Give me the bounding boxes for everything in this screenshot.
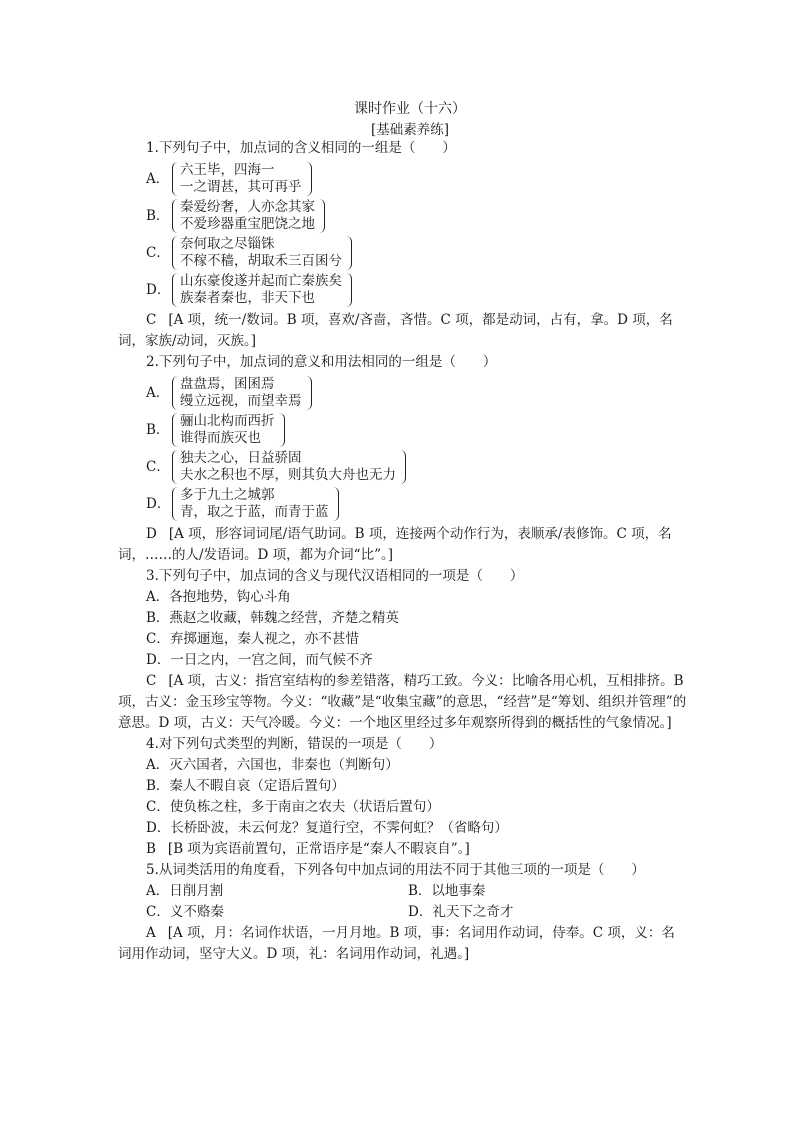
question-3-stem: 3.下列句子中，加点词的含义与现代汉语相同的一项是（ ）	[146, 568, 524, 584]
answer-letter: D	[146, 526, 157, 542]
question-3-option-d: D．一日之内，一宫之间，而气候不齐	[146, 652, 373, 668]
option-label: D．	[146, 281, 171, 298]
question-5-options-row-2	[118, 902, 688, 923]
option-brace	[172, 376, 314, 410]
question-4-option-b: B．秦人不暇自哀（定语后置句）	[146, 778, 345, 794]
option-line-1: 秦爱纷奢，人亦念其家	[180, 199, 315, 215]
question-2-answer	[118, 524, 688, 566]
option-label: C．	[146, 244, 170, 261]
question-1-option-d	[146, 273, 688, 307]
option-label: B．	[146, 421, 170, 438]
question-1-option-b	[146, 199, 688, 233]
option-line-2: 青，取之于蓝，而青于蓝	[180, 504, 329, 520]
question-5-answer	[118, 923, 688, 965]
option-line-1: 奈何取之尽锱铢	[180, 236, 275, 252]
question-2-option-d	[146, 487, 688, 521]
option-line-2: 一之谓甚，其可再乎	[180, 179, 302, 195]
option-line-2: 不爱珍器重宝肥饶之地	[180, 216, 315, 232]
question-4-option-a: A．灭六国者，六国也，非秦也（判断句）	[146, 757, 399, 773]
option-label: D．	[146, 495, 171, 512]
option-brace	[172, 162, 314, 196]
answer-letter: A	[146, 925, 156, 941]
question-2-option-a	[146, 376, 688, 410]
question-1-option-c	[146, 236, 688, 270]
option-brace	[172, 413, 287, 447]
option-line-1: 骊山北构而西折	[180, 413, 275, 429]
question-5-options-row-1	[118, 881, 688, 902]
option-brace	[172, 450, 408, 484]
question-2-option-c	[146, 450, 688, 484]
question-5-option-d: D．礼天下之奇才	[408, 904, 514, 920]
option-line-1: 山东豪俊遂并起而亡秦族矣	[180, 273, 342, 289]
question-1-option-a	[146, 162, 688, 196]
question-4-option-d: D．长桥卧波，未云何龙？复道行空，不霁何虹？（省略句）	[146, 820, 508, 836]
answer-explanation: [B 项为宾语前置句，正常语序是“秦人不暇哀自”。]	[167, 841, 470, 857]
option-line-1: 多于九土之城郭	[180, 487, 275, 503]
question-4-option-c: C．使负栋之柱，多于南亩之农夫（状语后置句）	[146, 799, 440, 815]
option-line-2: 缦立远视，而望幸焉	[180, 393, 302, 409]
option-label: B．	[146, 207, 170, 224]
answer-letter: B	[146, 841, 156, 857]
option-label: A．	[146, 170, 170, 187]
option-line-1: 独夫之心，日益骄固	[180, 450, 302, 466]
option-line-1: 六王毕，四海一	[180, 162, 275, 178]
question-1-answer	[118, 310, 688, 352]
answer-explanation: [A 项，统一/数词。B 项，喜欢/吝啬，吝惜。C 项，都是动词，占有，拿。D 项，名词，家族/动词，灭族。]	[118, 312, 673, 349]
option-line-1: 盘盘焉，囷囷焉	[180, 376, 275, 392]
answer-explanation: [A 项，形容词词尾/语气助词。B 项，连接两个动作行为，表顺承/表修饰。C 项，名词，……的人/发语词。D 项，都为介词“比”。]	[118, 526, 672, 563]
question-3-option-c: C．弃掷逦迤，秦人视之，亦不甚惜	[146, 631, 359, 647]
option-line-2: 谁得而族灭也	[180, 430, 261, 446]
option-label: C．	[146, 458, 170, 475]
question-3-option-b: B．燕赵之收藏，韩魏之经营，齐楚之精英	[146, 610, 399, 626]
question-4-answer	[118, 839, 688, 860]
question-4-stem: 4.对下列句式类型的判断，错误的一项是（ ）	[146, 736, 443, 752]
option-line-2: 夫水之积也不厚，则其负大舟也无力	[180, 467, 396, 483]
option-brace	[172, 199, 327, 233]
option-label: A．	[146, 384, 170, 401]
answer-letter: C	[146, 312, 157, 328]
answer-explanation: [A 项，月：名词作状语，一月月地。B 项，事：名词用作动词，侍奉。C 项，义：名词用作动词，坚守大义。D 项，礼：名词用作动词，礼遇。]	[118, 925, 675, 962]
option-line-2: 族秦者秦也，非天下也	[180, 290, 315, 306]
option-line-2: 不稼不穑，胡取禾三百囷兮	[180, 253, 342, 269]
page-title: 课时作业（十六）	[354, 101, 466, 117]
section-heading: [基础素养练]	[370, 122, 450, 138]
answer-letter: C	[146, 673, 157, 689]
option-brace	[172, 487, 341, 521]
question-5-stem: 5.从词类活用的角度看，下列各句中加点词的用法不同于其他三项的一项是（ ）	[146, 862, 645, 878]
option-brace	[172, 273, 354, 307]
question-3-answer	[118, 671, 688, 734]
question-5-option-b: B．以地事秦	[408, 883, 486, 899]
question-2-option-b	[146, 413, 688, 447]
question-5-option-a: A．日削月割	[146, 883, 224, 899]
option-brace	[172, 236, 354, 270]
question-5-option-c: C．义不赂秦	[146, 904, 224, 920]
question-2-stem: 2.下列句子中，加点词的意义和用法相同的一组是（ ）	[146, 354, 497, 370]
answer-explanation: [A 项，古义：指宫室结构的参差错落，精巧工致。今义：比喻各用心机，互相排挤。B 项，古义：金玉珍宝等物。今义：“收藏”是“收集宝藏”的意思，“经营”是“筹划、组织并管理”的意思。D 项，古义：天气冷暖。今义：一个地区里经过多年观察所得到的概括性的气象情况。]	[118, 673, 687, 731]
question-3-option-a: A．各抱地势，钩心斗角	[146, 589, 291, 605]
question-1-stem: 1.下列句子中，加点词的含义相同的一组是（ ）	[146, 140, 456, 156]
question-list	[118, 138, 688, 965]
